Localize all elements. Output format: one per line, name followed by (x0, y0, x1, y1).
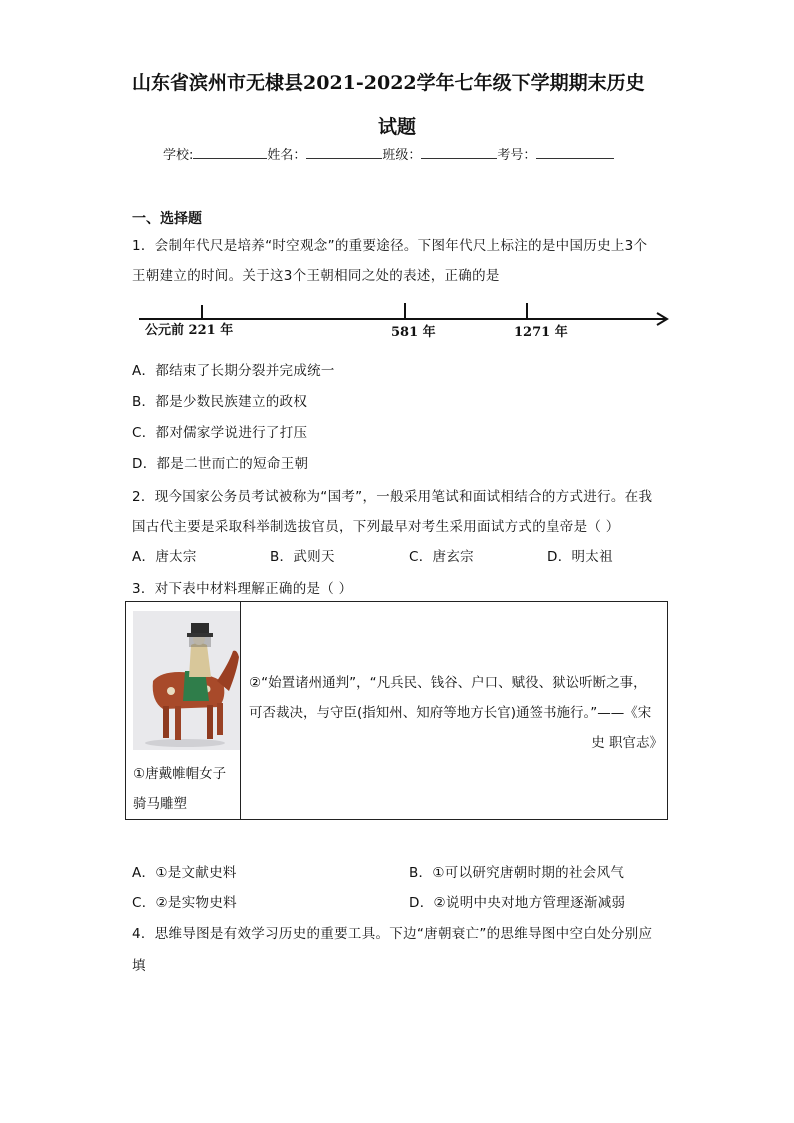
material-2-source: 史 职官志》 (591, 735, 663, 751)
q3-stem: 3．对下表中材料理解正确的是（ ） (132, 581, 353, 597)
q1-option-a[interactable]: A．都结束了长期分裂并完成统一 (132, 363, 335, 379)
material-cell-left (126, 602, 241, 820)
class-field[interactable] (421, 146, 497, 159)
q2-option-b[interactable]: B．武则天 (270, 549, 335, 565)
q3-option-c[interactable]: C．②是实物史料 (132, 895, 237, 911)
q2-option-a[interactable]: A．唐太宗 (132, 549, 197, 565)
q4-stem-line1: 4．思维导图是有效学习历史的重要工具。下边“唐朝衰亡”的思维导图中空白处分别应 (132, 926, 653, 942)
name-label: 姓名： (267, 148, 307, 163)
q3-option-b[interactable]: B．①可以研究唐朝时期的社会风气 (409, 865, 625, 881)
material-2-line1: ②“始置诸州通判”，“凡兵民、钱谷、户口、赋役、狱讼听断之事， (249, 675, 647, 691)
q2-option-d[interactable]: D．明太祖 (547, 549, 613, 565)
material-2-quote (249, 668, 663, 758)
material-table (125, 601, 668, 820)
name-field[interactable] (306, 146, 382, 159)
q4-stem-line2: 填 (132, 958, 146, 974)
q1-stem-line2: 王朝建立的时间。关于这3个王朝相同之处的表述，正确的是 (132, 268, 500, 284)
school-field[interactable] (193, 146, 267, 159)
material-cell-right (241, 602, 668, 820)
exam-number-field[interactable] (536, 146, 614, 159)
exam-title-line1: 山东省滨州市无棣县2021-2022学年七年级下学期期末历史 (132, 72, 645, 94)
q1-option-c[interactable]: C．都对儒家学说进行了打压 (132, 425, 308, 441)
q3-option-a[interactable]: A．①是文献史料 (132, 865, 237, 881)
q1-stem-line1: 1．会制年代尺是培养“时空观念”的重要途径。下图年代尺上标注的是中国历史上3个 (132, 238, 648, 254)
q1-option-d[interactable]: D．都是二世而亡的短命王朝 (132, 456, 309, 472)
school-label: 学校: (163, 148, 194, 163)
material-2-line2: 可否裁决，与守臣(指知州、知府等地方长官)通签书施行。”——《宋 (249, 705, 652, 721)
q2-stem-line1: 2．现今国家公务员考试被称为“国考”，一般采用笔试和面试相结合的方式进行。在我 (132, 489, 653, 505)
timeline-label-sui: 581 年 (391, 325, 436, 340)
q2-stem-line2: 国古代主要是采取科举制选拔官员，下列最早对考生采用面试方式的皇帝是（ ） (132, 519, 620, 535)
tang-statue-image (133, 611, 240, 750)
timeline-label-yuan: 1271 年 (514, 325, 568, 340)
student-info-row (163, 144, 614, 163)
q2-option-c[interactable]: C．唐玄宗 (409, 549, 474, 565)
material-1-caption: ①唐戴帷帽女子骑马雕塑 (133, 766, 227, 812)
q3-option-d[interactable]: D．②说明中央对地方管理逐渐减弱 (409, 895, 626, 911)
exam-title-line2: 试题 (378, 116, 417, 138)
class-label: 班级： (382, 148, 422, 163)
timeline-label-qin: 公元前 221 年 (145, 323, 234, 338)
q1-option-b[interactable]: B．都是少数民族建立的政权 (132, 394, 308, 410)
exam-number-label: 考号： (497, 148, 537, 163)
section-heading: 一、选择题 (132, 211, 202, 227)
